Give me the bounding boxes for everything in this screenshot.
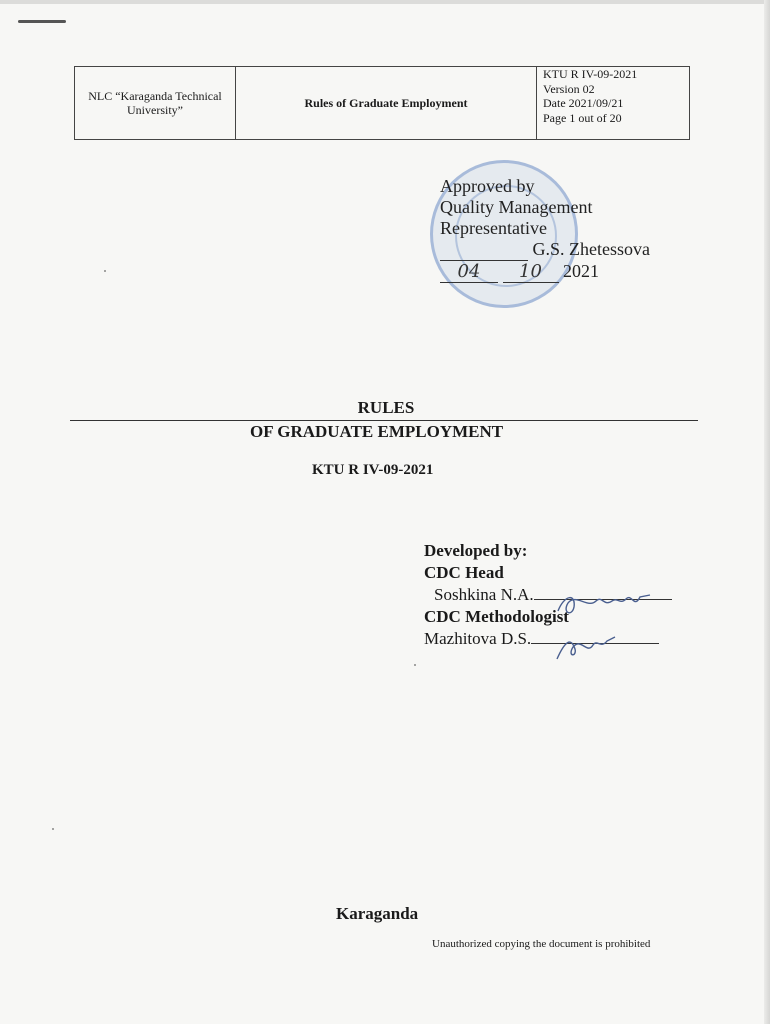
developed-by-block [424, 540, 672, 650]
header-version: Version 02 [543, 81, 595, 96]
corner-mark [18, 20, 66, 23]
approval-day: 04 [440, 261, 498, 283]
developer-1-row [424, 584, 672, 606]
developed-label: Developed by: [424, 541, 528, 560]
approval-line-2: Quality Management [440, 197, 593, 217]
developer-2-signature [531, 643, 659, 644]
signature-scribble-2 [551, 633, 621, 663]
doc-title-rules: RULES [357, 398, 415, 417]
city: Karaganda [336, 904, 419, 923]
header-date: Date 2021/09/21 [543, 96, 624, 110]
scan-edge-top [0, 0, 770, 4]
approval-line-3: Representative [440, 218, 547, 238]
header-doc-info [537, 67, 689, 139]
approval-date-row [440, 261, 650, 283]
approval-signature-row [440, 239, 650, 261]
scan-edge-right [764, 0, 770, 1024]
footer-notice: Unauthorized copying the document is prohibited [432, 938, 651, 950]
doc-title-line-1 [0, 398, 770, 418]
developer-2-name: Mazhitova D.S. [424, 629, 532, 648]
approval-signature-line [440, 239, 528, 261]
doc-title-line-2: OF GRADUATE EMPLOYMENT [250, 422, 504, 441]
header-page: Page 1 out of 20 [543, 110, 622, 125]
header-doc-title: Rules of Graduate Employment [236, 67, 537, 139]
developer-1-name: Soshkina N.A. [434, 585, 534, 604]
scan-speck [52, 828, 54, 830]
approval-block [440, 176, 650, 283]
header-doc-code: KTU R IV-09-2021 [543, 67, 638, 81]
header-table [74, 66, 690, 140]
approval-name: G.S. Zhetessova [532, 239, 650, 259]
doc-code: KTU R IV-09-2021 [312, 462, 434, 478]
developer-2-role: CDC Methodologist [424, 607, 569, 626]
title-divider [70, 420, 698, 421]
approval-year: 2021 [563, 261, 599, 281]
approval-month: 10 [503, 261, 559, 283]
scan-speck [414, 664, 416, 666]
developer-1-signature [534, 599, 672, 600]
signature-scribble-1 [554, 589, 654, 619]
approval-line-1: Approved by [440, 176, 535, 196]
developer-2-row [424, 628, 672, 650]
scan-speck [104, 270, 106, 272]
header-org: NLC “Karaganda Technical University” [75, 67, 236, 139]
developer-1-role: CDC Head [424, 563, 504, 582]
